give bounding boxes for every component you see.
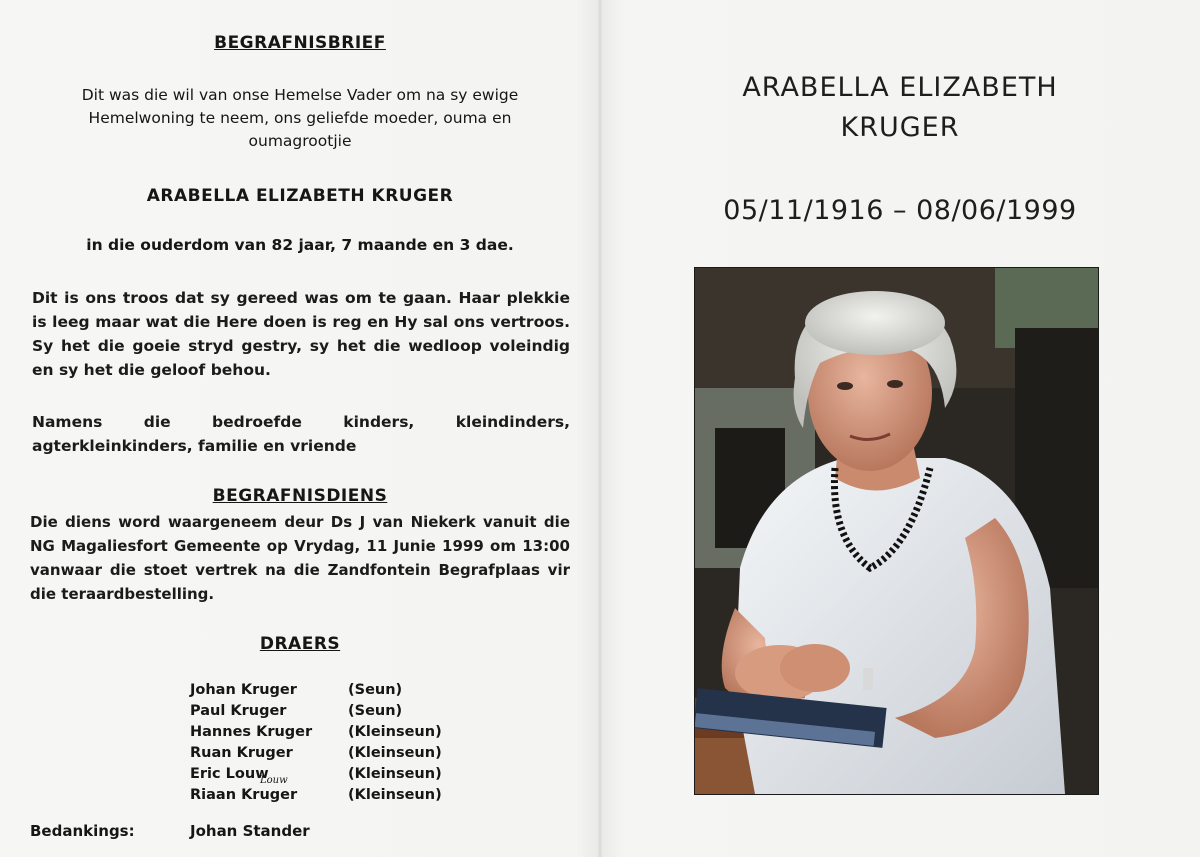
service-heading: BEGRAFNISDIENS bbox=[212, 486, 388, 506]
handwritten-note: Louw bbox=[260, 775, 288, 786]
intro-line-3: oumagrootjie bbox=[248, 132, 352, 150]
bearer-name: Johan Kruger bbox=[190, 682, 297, 698]
page-title: BEGRAFNISBRIEF bbox=[214, 33, 386, 53]
cover-name-line-1: ARABELLA ELIZABETH bbox=[742, 72, 1058, 103]
right-page bbox=[600, 0, 1200, 857]
list-item bbox=[190, 701, 490, 722]
service-text: Die diens word waargeneem deur Ds J van Niekerk vanuit die NG Magaliesfort Gemeente op Vrydag, 11 Junie 1999 om 13:00 vanwaar die stoet vertrek na die Zandfontein Begrafplaas vir die teraardbestelling. bbox=[30, 513, 570, 603]
bearer-name: Hannes Kruger bbox=[190, 724, 313, 740]
deceased-name: ARABELLA ELIZABETH KRUGER bbox=[146, 186, 454, 206]
intro-line-1: Dit was die wil van onse Hemelse Vader om na sy ewige bbox=[81, 86, 519, 104]
portrait-illustration bbox=[695, 268, 1098, 794]
bearer-name bbox=[190, 764, 348, 785]
bearers-heading: DRAERS bbox=[259, 634, 341, 654]
bearer-relation: (Kleinseun) bbox=[348, 724, 442, 740]
bearer-name-text: Eric Louw bbox=[190, 766, 269, 782]
age-line: in die ouderdom van 82 jaar, 7 maande en 3 dae. bbox=[86, 236, 514, 254]
cover-name-line-2: KRUGER bbox=[840, 112, 960, 143]
bearer-name: Ruan Kruger bbox=[190, 745, 293, 761]
bearer-name: Riaan Kruger bbox=[190, 787, 298, 803]
list-item bbox=[190, 722, 490, 743]
list-item bbox=[190, 785, 490, 806]
life-dates: 05/11/1916 – 08/06/1999 bbox=[723, 195, 1077, 226]
bearer-relation: (Seun) bbox=[348, 703, 403, 719]
bearers-list bbox=[190, 680, 490, 806]
intro-text bbox=[20, 84, 580, 153]
bearer-name: Paul Kruger bbox=[190, 703, 287, 719]
list-item bbox=[190, 680, 490, 701]
list-item bbox=[190, 743, 490, 764]
comfort-text: Dit is ons troos dat sy gereed was om te gaan. Haar plekkie is leeg maar wat die Here doen is reg en Hy sal ons vertroos. Sy het die goeie stryd gestry, sy het die wedloop voleindig en sy het die geloof behou. bbox=[32, 289, 570, 379]
portrait-photo bbox=[694, 267, 1099, 795]
bearer-relation: (Seun) bbox=[348, 682, 403, 698]
thanks-label: Bedankings: bbox=[30, 822, 135, 840]
bearer-relation: (Kleinseun) bbox=[348, 787, 442, 803]
thanks-name: Johan Stander bbox=[190, 822, 310, 840]
bearer-relation: (Kleinseun) bbox=[348, 766, 442, 782]
on-behalf-text: Namens die bedroefde kinders, kleindinders, agterkleinkinders, familie en vriende bbox=[32, 413, 570, 455]
bearer-relation: (Kleinseun) bbox=[348, 745, 442, 761]
list-item bbox=[190, 764, 490, 785]
intro-line-2: Hemelwoning te neem, ons geliefde moeder, ouma en bbox=[88, 109, 512, 127]
